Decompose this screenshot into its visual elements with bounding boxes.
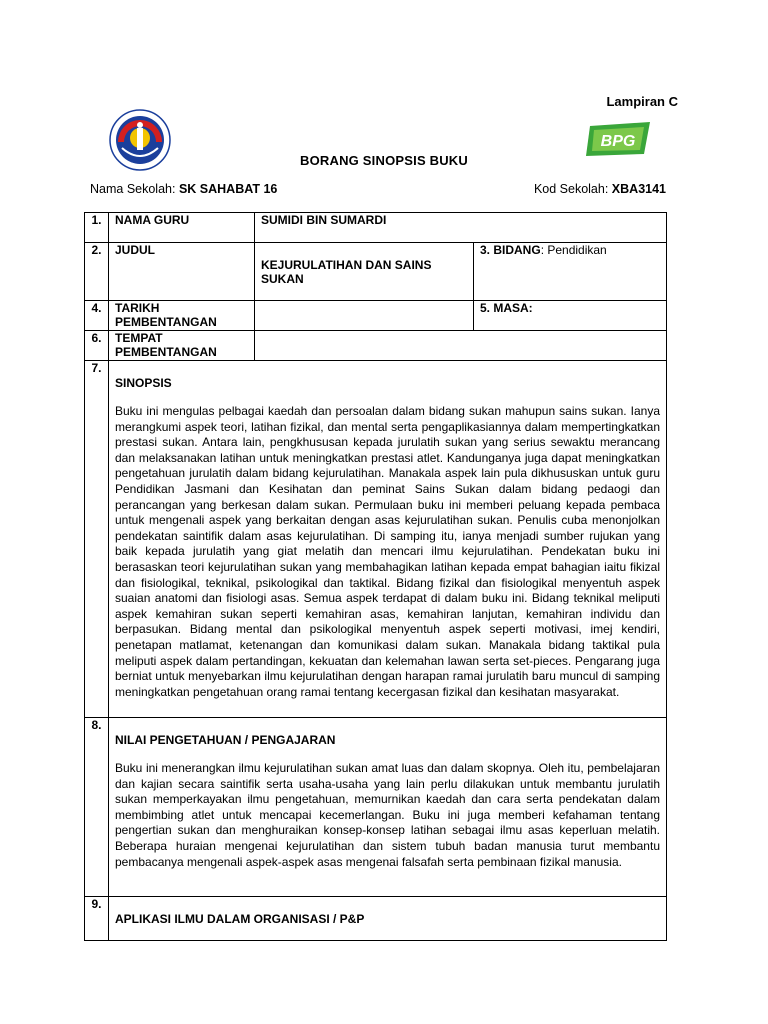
row-number: 4.: [85, 301, 109, 331]
presentation-date-label: TARIKH PEMBENTANGAN: [109, 301, 255, 331]
teacher-name-label: NAMA GURU: [109, 213, 255, 243]
synopsis-heading: SINOPSIS: [115, 376, 172, 390]
synopsis-cell[interactable]: [109, 361, 667, 718]
title-label: JUDUL: [109, 243, 255, 301]
school-name-value: SK SAHABAT 16: [178, 182, 278, 196]
form-title: BORANG SINOPSIS BUKU: [300, 153, 468, 168]
knowledge-value-text: Buku ini menerangkan ilmu kejurulatihan sukan amat luas dan dalam skopnya. Oleh itu, pembelajaran dan kajian secara saintifik serta usaha-usaha yang lain perlu dilakukan untuk membantu jurulatih sukan memperkayakan ilmu pengetahuan, memurnikan kaedah dan cara serta pendekatan dalam membimbing atlet untuk mencapai kecemerlangan. Buku ini juga memberi kefahaman tentang pengertian sukan dan menghuraikan konsep-konsep latihan sebagai ilmu asas keperluan melatih. Beberapa huraian mengenai kejurulatihan dan sistem tubuh badan manusia turut membantu pembacanya mengenali aspek-aspek asas mengenai falsafah serta pembinaan fizikal manusia.: [115, 761, 660, 869]
row-number: 2.: [85, 243, 109, 301]
teacher-name-value[interactable]: SUMIDI BIN SUMARDI: [255, 213, 667, 243]
application-heading: APLIKASI ILMU DALAM ORGANISASI / P&P: [115, 912, 365, 926]
table-row: [85, 243, 667, 301]
bpg-logo-text: BPG: [600, 133, 636, 150]
title-value[interactable]: KEJURULATIHAN DAN SAINS SUKAN: [255, 243, 474, 301]
application-cell[interactable]: [109, 897, 667, 941]
table-row: [85, 897, 667, 941]
row-number: 8.: [85, 718, 109, 897]
school-code-value: XBA3141: [611, 182, 666, 196]
presentation-place-label: TEMPAT PEMBENTANGAN: [109, 331, 255, 361]
field-cell[interactable]: [474, 243, 667, 301]
school-code-label: Kod Sekolah:: [533, 182, 609, 196]
table-row: [85, 213, 667, 243]
school-name: [90, 182, 277, 196]
row-number: 9.: [85, 897, 109, 941]
duration-label[interactable]: 5. MASA:: [474, 301, 667, 331]
synopsis-text: Buku ini mengulas pelbagai kaedah dan persoalan dalam bidang sukan mahupun sains sukan. Ianya merangkumi aspek teori, latihan fizikal, dan mental serta pengaplikasiannya dalam mempertingkatkan prestasi sukan. Antara lain, pengkhususan kepada jurulatih sukan yang serius sewaktu merancang dan melaksanakan latihan untuk meningkatkan prestasi atlet. Kandunganya juga dapat meningkatkan pengetahuan jurulatih dalam bidang kejurulatihan. Manakala aspek lain pula dikhususkan untuk guru Pendidikan Jasmani dan Kesihatan dan peminat Sains Sukan dalam bidang pedaogi dan perancangan yang berkesan dalam sukan. Permulaan buku ini memberi peluang kepada pembaca untuk mengenali aspek yang berkaitan dengan asas kejurulatihan sukan. Penulis cuba menonjolkan pendekatan saintifik dalam asas kejurulatihan. Di samping itu, ianya menjadi sumber rujukan yang baik kepada jurulatih yang giat melatih dan mencari ilmu kejurulatihan. Pendekatan buku ini berasaskan teori kejurulatihan sukan yang membahagikan latihan kepada empat bahagian iaitu fikizal dan fisiologikal, teknikal, psikologikal dan taktikal. Bidang fizikal dan fisiologikal menyentuh aspek suaian anatomi dan fisiologi asas. Semua aspek terdapat di dalam buku ini. Bidang teknikal meliputi aspek kemahiran sukan seperti kemahiran asas, kemahiran lanjutan, kemahiran individu dan berpasukan. Bidang mental dan psikologikal menyentuh aspek seperti motivasi, imej kendiri, penetapan matlamat, ketenangan dan komunikasi dalam sukan. Manakala bidang taktikal pula meliputi aspek dalam pertandingan, kekuatan dan kelemahan lawan serta set-pieces. Pengarang juga berniat untuk menyebarkan ilmu kejurulatihan dengan harapan ramai jurulatih baru muncul di samping meningkatkan pengetahuan orang ramai tentang kecergasan fizikal dan kesihatan masyarakat.: [115, 404, 660, 699]
presentation-place-value[interactable]: [255, 331, 667, 361]
synopsis-form-table: [84, 212, 667, 941]
table-row: [85, 718, 667, 897]
presentation-date-value[interactable]: [255, 301, 474, 331]
table-row: [85, 301, 667, 331]
table-row: [85, 331, 667, 361]
knowledge-value-heading: NILAI PENGETAHUAN / PENGAJARAN: [115, 733, 336, 747]
table-row: [85, 361, 667, 718]
row-number: 1.: [85, 213, 109, 243]
field-value: : Pendidikan: [540, 243, 607, 257]
school-name-label: Nama Sekolah:: [90, 182, 176, 196]
row-number: 6.: [85, 331, 109, 361]
school-code: [534, 182, 666, 196]
knowledge-value-cell[interactable]: [109, 718, 667, 897]
row-number: 7.: [85, 361, 109, 718]
appendix-label: Lampiran C: [606, 94, 678, 109]
field-label: 3. BIDANG: [480, 243, 541, 257]
